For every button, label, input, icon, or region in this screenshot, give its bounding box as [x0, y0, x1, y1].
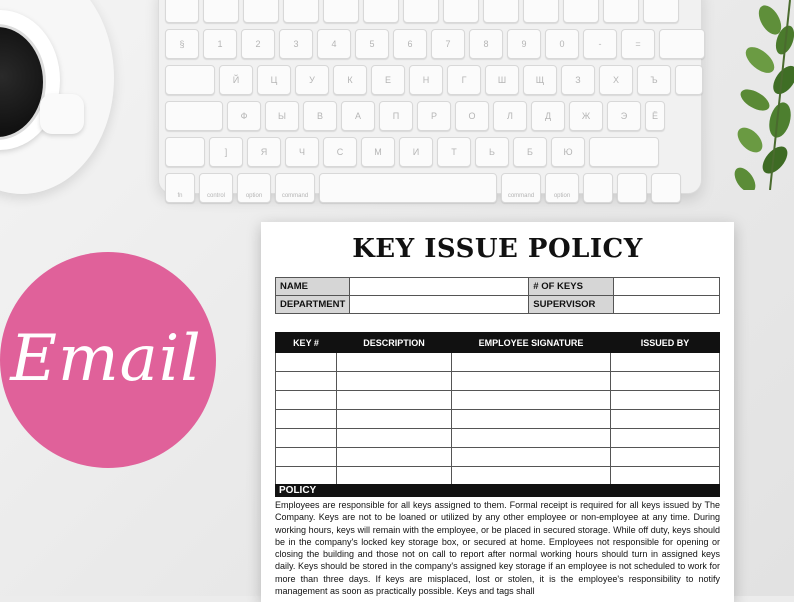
table-cell[interactable] — [337, 353, 452, 372]
key: О — [455, 101, 489, 131]
keys-count-label: # OF KEYS — [529, 278, 614, 296]
key: Р — [417, 101, 451, 131]
key: Л — [493, 101, 527, 131]
table-cell[interactable] — [611, 467, 720, 486]
table-cell[interactable] — [611, 353, 720, 372]
name-label: NAME — [276, 278, 350, 296]
key: А — [341, 101, 375, 131]
table-cell[interactable] — [276, 372, 337, 391]
email-label: Email — [10, 322, 202, 396]
table-cell[interactable] — [452, 410, 611, 429]
key: М — [361, 137, 395, 167]
command-key: command — [501, 173, 541, 203]
table-cell[interactable] — [611, 410, 720, 429]
shift-key — [165, 137, 205, 167]
key: § — [165, 29, 199, 59]
key: 3 — [279, 29, 313, 59]
table-cell[interactable] — [276, 353, 337, 372]
return-key — [675, 65, 703, 95]
key: Д — [531, 101, 565, 131]
keyboard-row-top — [165, 65, 703, 95]
shift-key — [589, 137, 659, 167]
space-bar — [319, 173, 497, 203]
table-cell[interactable] — [276, 429, 337, 448]
option-key: option — [545, 173, 579, 203]
keyboard-row-home — [165, 101, 665, 131]
key — [563, 0, 599, 23]
key — [603, 0, 639, 23]
table-cell[interactable] — [337, 429, 452, 448]
supervisor-field[interactable] — [614, 296, 720, 314]
department-label: DEPARTMENT — [276, 296, 350, 314]
key: Ж — [569, 101, 603, 131]
column-header-issued-by: ISSUED BY — [611, 333, 720, 353]
table-cell[interactable] — [276, 410, 337, 429]
key: = — [621, 29, 655, 59]
table-row — [276, 448, 720, 467]
key: 9 — [507, 29, 541, 59]
key: Н — [409, 65, 443, 95]
table-cell[interactable] — [452, 448, 611, 467]
table-cell[interactable] — [276, 391, 337, 410]
tab-key — [165, 65, 215, 95]
document-title: KEY ISSUE POLICY — [352, 234, 643, 264]
key: - — [583, 29, 617, 59]
key: Щ — [523, 65, 557, 95]
table-cell[interactable] — [337, 448, 452, 467]
column-header-employee-signature: EMPLOYEE SIGNATURE — [452, 333, 611, 353]
supervisor-label: SUPERVISOR — [529, 296, 614, 314]
table-cell[interactable] — [452, 429, 611, 448]
key: Ч — [285, 137, 319, 167]
column-header-description: DESCRIPTION — [337, 333, 452, 353]
table-cell[interactable] — [276, 448, 337, 467]
key — [483, 0, 519, 23]
key: Ц — [257, 65, 291, 95]
key: Х — [599, 65, 633, 95]
key — [523, 0, 559, 23]
key: Ш — [485, 65, 519, 95]
email-badge-script — [0, 252, 216, 468]
table-cell[interactable] — [337, 372, 452, 391]
key: Ф — [227, 101, 261, 131]
key: Й — [219, 65, 253, 95]
table-cell[interactable] — [452, 372, 611, 391]
key: И — [399, 137, 433, 167]
key — [323, 0, 359, 23]
arrow-updown-key — [617, 173, 647, 203]
table-cell[interactable] — [611, 391, 720, 410]
key — [165, 0, 199, 23]
key: Ё — [645, 101, 665, 131]
table-cell[interactable] — [452, 467, 611, 486]
table-cell[interactable] — [452, 391, 611, 410]
table-cell[interactable] — [611, 448, 720, 467]
keyboard — [158, 0, 702, 199]
table-row — [276, 429, 720, 448]
table-cell[interactable] — [337, 391, 452, 410]
key — [403, 0, 439, 23]
table-cell[interactable] — [276, 467, 337, 486]
keyboard-row-modifiers — [165, 173, 681, 199]
key: Ь — [475, 137, 509, 167]
name-field[interactable] — [350, 278, 529, 296]
table-cell[interactable] — [611, 429, 720, 448]
key: 6 — [393, 29, 427, 59]
key — [643, 0, 679, 23]
key: 8 — [469, 29, 503, 59]
table-row — [276, 372, 720, 391]
option-key: option — [237, 173, 271, 203]
key — [283, 0, 319, 23]
keyboard-row-bottom — [165, 137, 659, 167]
key — [203, 0, 239, 23]
caps-lock-key — [165, 101, 223, 131]
table-row — [276, 353, 720, 372]
key: 1 — [203, 29, 237, 59]
table-cell[interactable] — [611, 372, 720, 391]
keyboard-row-numbers — [165, 29, 705, 59]
key: Г — [447, 65, 481, 95]
key — [243, 0, 279, 23]
table-cell[interactable] — [452, 353, 611, 372]
key: В — [303, 101, 337, 131]
key-issue-table — [275, 332, 720, 486]
key: С — [323, 137, 357, 167]
arrow-left-key — [583, 173, 613, 203]
key — [363, 0, 399, 23]
email-badge — [0, 252, 216, 468]
key: Ъ — [637, 65, 671, 95]
key — [443, 0, 479, 23]
key: Ю — [551, 137, 585, 167]
key: Я — [247, 137, 281, 167]
keys-count-field[interactable] — [614, 278, 720, 296]
key: У — [295, 65, 329, 95]
key: 7 — [431, 29, 465, 59]
policy-heading: POLICY — [275, 484, 720, 497]
fn-key: fn — [165, 173, 195, 203]
cup-handle — [40, 94, 84, 134]
plant-leaves — [730, 0, 794, 190]
key: 2 — [241, 29, 275, 59]
table-cell[interactable] — [337, 467, 452, 486]
table-cell[interactable] — [337, 410, 452, 429]
key: 0 — [545, 29, 579, 59]
key: Б — [513, 137, 547, 167]
policy-document — [261, 222, 734, 602]
policy-text: Employees are responsible for all keys assigned to them. Formal receipt is required for all keys issued by The Company. Keys are not to be loaned or utilized by any other employee or non-employee at any time. During working hours, keys will remain with the employee, or be placed in secured storage. While off duty, keys should be in the company's locked key storage box, or secured at home. Employees not responsible for opening or closing the building and those not on call to report after normal working hours should turn in assigned keys daily. Keys should be stored in the company's assigned key storage if an employee is not scheduled to work for more than three days. If keys are misplaced, lost or stolen, it is the employee's responsibility to notify management as soon as practically possible. Keys and tags shall — [275, 500, 720, 597]
control-key: control — [199, 173, 233, 203]
keyboard-row-fn — [165, 0, 679, 23]
key: З — [561, 65, 595, 95]
key: К — [333, 65, 367, 95]
key: Ы — [265, 101, 299, 131]
key: 5 — [355, 29, 389, 59]
table-row — [276, 467, 720, 486]
key: П — [379, 101, 413, 131]
key: 4 — [317, 29, 351, 59]
command-key: command — [275, 173, 315, 203]
table-row — [276, 391, 720, 410]
key: Т — [437, 137, 471, 167]
delete-key — [659, 29, 705, 59]
arrow-right-key — [651, 173, 681, 203]
table-row — [276, 410, 720, 429]
department-field[interactable] — [350, 296, 529, 314]
key: Э — [607, 101, 641, 131]
info-fields-table — [275, 277, 720, 314]
key: Е — [371, 65, 405, 95]
column-header-key-number: KEY # — [276, 333, 337, 353]
key: ] — [209, 137, 243, 167]
